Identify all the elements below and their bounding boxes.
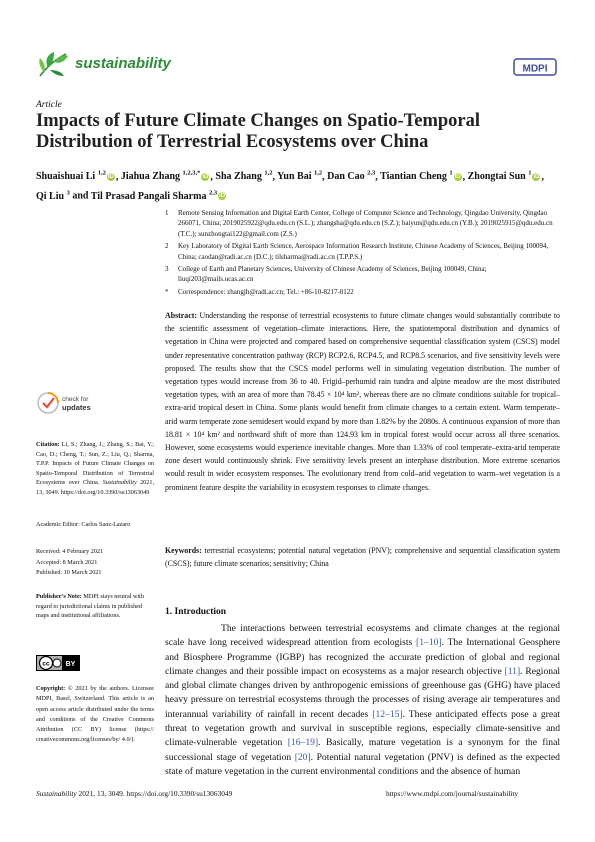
author-affiliation-marker: 1,2 — [313, 170, 323, 177]
author-affiliation-marker: 2,3 — [367, 170, 376, 177]
citation-link[interactable]: [16–19] — [287, 737, 319, 749]
pubnote-label: Publisher’s Note: — [36, 593, 82, 600]
affiliations — [165, 208, 560, 299]
affiliation-number: 1 — [165, 209, 169, 217]
intro-text-f: . Potential natural vegetation (PNV) is defined as the expected state of mature vegetation in the current environmental conditions and the absence of human — [165, 751, 560, 777]
svg-text:BY: BY — [65, 661, 76, 668]
affiliation-number: 3 — [165, 265, 169, 274]
footer-url[interactable]: https://www.mdpi.com/journal/sustainability — [386, 789, 519, 798]
article-title: Impacts of Future Climate Changes on Spatio-Temporal Distribution of Terrestrial Ecosystems over China — [36, 111, 481, 152]
keywords — [165, 544, 560, 570]
affiliation-number: 2 — [165, 242, 169, 251]
author-name: Qi Liu — [36, 190, 67, 202]
citation-text: Li, S.; Zhang, J.; Zhang, S.; Bai, Y.; Cao, D.; Cheng, T.; Sun, Z.; Liu, Q.; Sharma, T.P.P. Impacts of Future Climate Changes on Spatio-Temporal Distribution of Terrestrial Ecosystems over China. — [36, 441, 155, 487]
affiliation-item — [165, 241, 560, 262]
author-name: Zhongtai Sun — [467, 171, 529, 183]
affiliation-text: Remote Sensing Information and Digital Earth Center, College of Computer Science and Technology, Qingdao University, Qingdao 266071, China; 2019025922@qdu.edu.cn (S.L.); zhangsha@qdu.edu.cn (S.Z.); baiyun@qdu.edu.cn (Y.B.); 2019025915@qdu.edu.cn (T.C.); sunzhongtai122@gmail.com (Z.S.) — [178, 209, 553, 238]
keywords-label: Keywords: — [165, 546, 202, 555]
author-separator: , — [462, 171, 468, 183]
citation-link[interactable]: [20] — [294, 751, 311, 763]
author-separator: , — [115, 171, 121, 183]
academic-editor: Academic Editor: Carlos Sanz-Lazaro — [36, 521, 131, 528]
received-date: Received: 4 February 2021 — [36, 548, 104, 555]
abstract — [165, 309, 560, 494]
author-list — [36, 166, 556, 205]
intro-text-d: . These anticipated effects pose a great threat to vegetation growth and survival in susceptible regions, especially climate-sensitive and climate-vulnerable vegetation — [165, 708, 560, 749]
citation-link[interactable]: [1–10] — [416, 637, 442, 649]
accepted-date: Accepted: 8 March 2021 — [36, 558, 98, 566]
abstract-text: Understanding the response of terrestrial ecosystems to future climate changes would substantially contribute to the scientific assessment of vegetation–climate interactions. Here, the spatiotemporal distribution and dynamics of vegetation in China were projected and compared based on comprehensive sequential classification system (CSCS) model under representative concentration pathway (RCP) RCP2.6, RCP4.5, and RCP8.5 scenarios, and five sensitivity levels were proposed. The results show that the CSCS model performs well in simulating vegetation distribution. The number of vegetation types would increase from 36 to 40. Frigid–perhumid rain tundra and alpine meadow are the most distributed vegetation types, with an area of more than 78.45 × 10⁴ km², whereas there are no climate conditions suitable for tropical–extra-arid tropical desert in China. Some plants would benefit from climate changes to a certain extent. Warm temperate–arid warm temperate zone semidesert would expand by more than 1.82% by the 2080s. A continuous expansion of more than 18.81 × 10⁴ km² and northward shift of more than 124.93 km in tropical forest would occur across all three scenarios. However, some ecosystems would experience inevitable changes. More than 1.33% of cool temperate–extra-arid temperate zone desert would continuously shrink. Five sensitivity levels present an interphase distribution. More extreme scenarios would result in wider ecosystem responses. The evolutionary trend from cold–arid vegetation to warm–wet vegetation is a prominent feature despite the variability in ecosystem responses to climate changes. — [165, 311, 560, 492]
article-type: Article — [36, 100, 62, 110]
citation-link[interactable]: [11] — [504, 665, 521, 677]
introduction-paragraph — [165, 622, 560, 779]
affiliation-item — [165, 264, 560, 285]
intro-text-e: . Basically, mature vegetation is a synonym for the final successional stage of vegetation — [165, 737, 560, 763]
author-affiliation-marker: 1 — [449, 170, 453, 177]
author-separator: , — [541, 171, 544, 183]
keywords-text: terrestrial ecosystems; potential natural vegetation (PNV); comprehensive and sequential classification system (CSCS); future climate scenarios; sensitivity; China — [165, 546, 560, 569]
copyright-label: Copyright: — [36, 685, 66, 692]
check-updates-line2: updates — [62, 403, 91, 412]
author-name: Sha Zhang — [215, 171, 265, 183]
pubnote-text: MDPI stays neutral with regard to jurisdictional claims in published maps and institutional affiliations. — [36, 593, 144, 620]
author — [380, 171, 463, 182]
author — [277, 171, 322, 182]
citation-block — [36, 440, 154, 498]
author-name: Shuaishuai Li — [36, 171, 98, 183]
orcid-icon[interactable]: iD — [454, 174, 461, 181]
author-separator: , — [210, 171, 216, 183]
leaf-icon — [36, 50, 70, 80]
author — [36, 171, 116, 182]
author-separator: and — [69, 190, 91, 202]
author-separator: , — [375, 171, 381, 183]
author — [215, 171, 272, 182]
check-for-updates-button[interactable] — [36, 388, 106, 418]
intro-text-c: . Regional and global climate changes driven by anthropogenic emissions of greenhouse gas (GHG) have placed heavy pressure on terrestrial ecosystems through the processes of rising average air temperatures and interannual variability of rainfall in recent decades — [165, 665, 560, 720]
author — [327, 171, 375, 182]
intro-text-b: . The International Geosphere and Biosphere Programme (IGBP) has recognized the accurate prediction of global and regional climate changes and their possible impact on ecosystems as a major research objective — [165, 637, 561, 677]
intro-text-a: The interactions between terrestrial ecosystems and climate changes at the regional scale have long received widespread attention from ecologists — [165, 623, 560, 649]
affiliation-item — [165, 208, 560, 239]
check-updates-line1: check for — [62, 396, 89, 403]
author — [91, 191, 227, 202]
citation-label: Citation: — [36, 441, 60, 448]
mdpi-logo-text: MDPI — [522, 63, 548, 75]
affiliation-text: Correspondence: zhangjh@radi.ac.cn; Tel.: +86-10-8217-8122 — [178, 287, 354, 296]
publisher-note — [36, 592, 154, 621]
author-name: Dan Cao — [327, 171, 368, 183]
orcid-icon[interactable]: iD — [533, 174, 540, 181]
author-affiliation-marker: 1,2 — [97, 170, 106, 177]
author-separator: , — [272, 171, 278, 183]
affiliation-item — [165, 287, 560, 297]
cc-by-license-icon[interactable] — [36, 655, 80, 671]
author-separator: , — [322, 171, 328, 183]
citation-journal: Sustainability — [102, 479, 137, 487]
author — [468, 171, 542, 182]
footer-cite[interactable]: 2021, 13, 3049. https://doi.org/10.3390/su13063049 — [78, 789, 233, 798]
published-date: Published: 10 March 2021 — [36, 569, 102, 576]
author-name: Jiahua Zhang — [120, 171, 183, 183]
author-affiliation-marker: 1,2 — [264, 170, 273, 177]
affiliation-number: * — [165, 287, 169, 296]
affiliation-text: College of Earth and Planetary Sciences, University of Chinese Academy of Sciences, Beijing 100049, China; liuqi203@mails.ucas.ac.cn — [178, 265, 487, 284]
footer-citation — [36, 789, 232, 798]
affiliation-text: Key Laboratory of Digital Earth Science, Aerospace Information Research Institute, Chinese Academy of Sciences, Beijing 100094, China; caodan@radi.ac.cn (D.C.); tilsharma@radi.ac.cn (T.P.P.S.) — [178, 242, 549, 261]
author-affiliation-marker: 1 — [528, 170, 532, 177]
publication-dates — [36, 547, 154, 579]
section-heading: 1. Introduction — [165, 607, 227, 617]
author — [121, 171, 211, 182]
abstract-label: Abstract: — [165, 311, 197, 320]
footer-journal: Sustainability — [36, 789, 77, 798]
author — [36, 191, 70, 202]
citation-tail[interactable]: 2021, 13, 3049. https://doi.org/10.3390/su13063049 — [36, 479, 154, 496]
author-affiliation-marker: 1,2,3,* — [182, 170, 201, 177]
orcid-icon[interactable]: iD — [202, 174, 209, 181]
author-affiliation-marker: 3 — [66, 189, 70, 197]
mdpi-logo — [513, 57, 557, 77]
citation-link[interactable]: [12–15] — [372, 708, 403, 720]
orcid-icon[interactable]: iD — [107, 174, 114, 181]
author-name: Tiantian Cheng — [380, 171, 450, 183]
copyright-notice — [36, 684, 154, 746]
author-name: Yun Bai — [277, 171, 314, 183]
orcid-icon[interactable]: iD — [219, 193, 226, 200]
author-name: Til Prasad Pangali Sharma — [90, 190, 209, 202]
author-affiliation-marker: 2,3 — [208, 189, 218, 197]
svg-text:cc: cc — [42, 660, 50, 668]
copyright-text: © 2021 by the authors. Licensee MDPI, Basel, Switzerland. This article is an open access article distributed under the terms and conditions of the Creative Commons Attribution (CC BY) license (https:// creativecommons.org/licenses/by/ 4.0/). — [36, 685, 154, 744]
journal-name: sustainability — [75, 55, 171, 72]
